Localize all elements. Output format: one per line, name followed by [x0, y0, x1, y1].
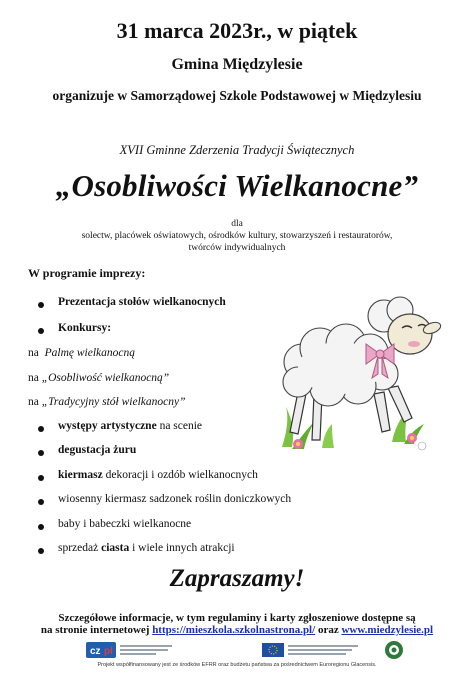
- program-item-rest: dekoracji i ozdób wielkanocnych: [102, 469, 258, 481]
- logo-cz-text: cz: [90, 646, 101, 657]
- bullet-icon: [38, 548, 44, 554]
- program-item-contests: Konkursy:: [58, 322, 112, 334]
- event-date: 31 marca 2023r., w piątek: [116, 18, 358, 43]
- program-item-presentation: Prezentacja stołów wielkanocnych: [58, 296, 226, 308]
- bullet-icon: [38, 426, 44, 432]
- bullet-icon: [38, 475, 44, 481]
- euroregion-glacensis-logo: [385, 641, 403, 659]
- contest-prefix: na: [28, 372, 39, 384]
- contest-prefix: na: [28, 396, 39, 408]
- contest-prefix: na: [28, 347, 39, 359]
- program-item-performances: [58, 420, 202, 432]
- contest-name: Palmę wielkanocną: [44, 347, 135, 359]
- audience-line-1: solectw, placówek oświatowych, ośrodków kultury, stowarzyszeń i restauratorów,: [81, 231, 393, 241]
- contest-name: „Tradycyjny stół wielkanocny”: [41, 396, 186, 408]
- bullet-icon: [38, 499, 44, 505]
- logo-pl-text: pl: [104, 646, 113, 657]
- interreg-cz-pl-logo: [86, 642, 172, 658]
- funding-logos: [86, 640, 416, 660]
- program-item-bold: degustacja żuru: [58, 444, 137, 456]
- program-item-tasting: [58, 444, 136, 456]
- contest-item-1: [28, 347, 135, 359]
- gmina-name: Gmina Międzylesie: [171, 56, 303, 73]
- info-line-1: Szczegółowe informacje, w tym regulaminy i karty zgłoszeniowe dostępne są: [58, 612, 416, 624]
- program-item-cakes: baby i babeczki wielkanocne: [58, 518, 192, 530]
- program-item-bold: kiermasz: [58, 469, 103, 481]
- eu-flag-icon: [262, 643, 358, 657]
- bullet-icon: [38, 450, 44, 456]
- bullet-icon: [38, 524, 44, 530]
- invitation-heading: Zapraszamy!: [169, 565, 305, 592]
- program-item-fair: [58, 469, 258, 481]
- program-heading: W programie imprezy:: [28, 266, 146, 280]
- contest-item-3: [28, 396, 185, 408]
- bullet-icon: [38, 302, 44, 308]
- info-line-2: [0, 624, 474, 636]
- school-website-link[interactable]: https://mieszkola.szkolnastrona.pl/: [152, 624, 316, 636]
- program-item-bold: występy artystyczne: [58, 420, 157, 432]
- event-series: XVII Gminne Zderzenia Tradycji Świątecznych: [119, 143, 355, 157]
- info-text: na stronie internetowej: [40, 624, 153, 636]
- program-item-rest: na scenie: [156, 420, 203, 432]
- event-title: „Osobliwości Wielkanocne”: [55, 168, 419, 203]
- contest-item-2: [28, 372, 169, 384]
- program-item-seedlings: wiosenny kiermasz sadzonek roślin doniczkowych: [58, 493, 292, 505]
- municipality-website-link[interactable]: www.miedzylesie.pl: [341, 624, 434, 636]
- program-item-sale: [58, 542, 235, 554]
- program-item-bold: ciasta: [101, 542, 130, 554]
- organizer-line: organizuje w Samorządowej Szkole Podstawowej w Międzylesiu: [52, 88, 422, 103]
- program-item-rest: i wiele innych atrakcji: [129, 542, 235, 554]
- funding-footnote: Projekt współfinansowany jest ze środków EFRR oraz budżetu państwa za pośrednictwem Euroregionu Glacensis.: [97, 662, 377, 668]
- audience-for-label: dla: [231, 219, 243, 229]
- bullet-icon: [38, 328, 44, 334]
- program-item-pre: sprzedaż: [58, 542, 102, 554]
- audience-line-2: twórców indywidualnych: [188, 243, 286, 253]
- info-text: oraz: [315, 624, 342, 636]
- easter-lamb-illustration: [262, 282, 448, 460]
- contest-name: „Osobliwość wielkanocną”: [41, 372, 170, 384]
